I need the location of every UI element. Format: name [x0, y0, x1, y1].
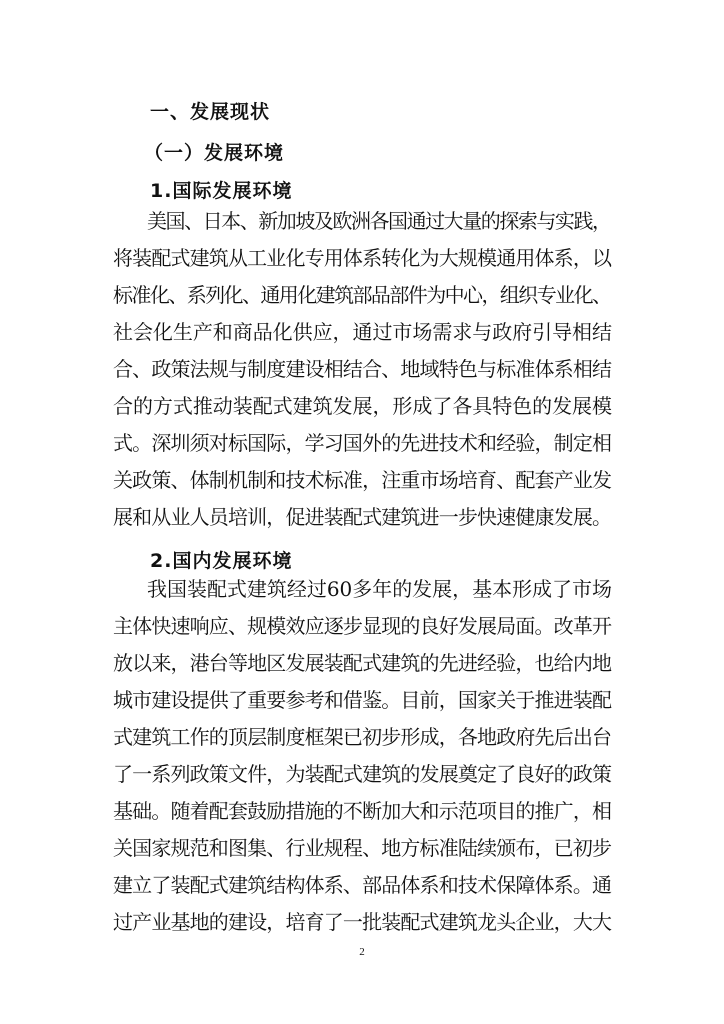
text-line	[0, 795, 724, 821]
text-line-content: 合、政策法规与制度建设相结合、地域特色与标准体系相结	[113, 357, 612, 381]
text-line	[0, 242, 724, 268]
text-line-content: 将装配式建筑从工业化专用体系转化为大规模通用体系，以	[113, 246, 612, 270]
text-line	[0, 316, 724, 342]
subsection-heading: （一）发展环境	[144, 142, 285, 164]
text-line-content: 合的方式推动装配式建筑发展，形成了各具特色的发展模	[113, 394, 612, 418]
text-line-content: 美国、日本、新加坡及欧洲各国通过大量的探索与实践，	[147, 209, 611, 233]
text-line	[0, 501, 724, 527]
text-line	[0, 573, 724, 599]
text-line-content: 城市建设提供了重要参考和借鉴。目前，国家关于推进装配	[113, 688, 612, 712]
text-line-content: 建立了装配式建筑结构体系、部品体系和技术保障体系。通	[113, 873, 612, 897]
text-line	[0, 279, 724, 305]
text-line-content: 式。深圳须对标国际，学习国外的先进技术和经验，制定相	[113, 431, 612, 455]
text-line	[0, 684, 724, 710]
text-line-content: 放以来，港台等地区发展装配式建筑的先进经验，也给内地	[113, 651, 612, 675]
text-line	[0, 647, 724, 673]
page-number: 2	[359, 946, 365, 958]
text-line-content: 社会化生产和商品化供应，通过市场需求与政府引导相结	[113, 320, 612, 344]
subsubsection-heading-domestic: 2.国内发展环境	[150, 550, 293, 572]
text-line	[0, 758, 724, 784]
text-line-content: 主体快速响应、规模效应逐步显现的良好发展局面。改革开	[113, 614, 612, 638]
text-line	[0, 906, 724, 932]
subsubsection-heading-international: 1.国际发展环境	[150, 180, 293, 202]
text-line	[0, 832, 724, 858]
text-line-content: 基础。随着配套鼓励措施的不断加大和示范项目的推广，相	[113, 799, 612, 823]
text-line	[0, 390, 724, 416]
text-line-content: 标准化、系列化、通用化建筑部品部件为中心，组织专业化、	[113, 283, 611, 307]
text-line	[0, 610, 724, 636]
text-line-content: 我国装配式建筑经过60多年的发展，基本形成了市场	[147, 577, 612, 601]
text-line-content: 关政策、体制机制和技术标准，注重市场培育、配套产业发	[113, 468, 612, 492]
text-line	[0, 721, 724, 747]
text-line-content: 关国家规范和图集、行业规程、地方标准陆续颁布，已初步	[113, 836, 612, 860]
text-line	[0, 353, 724, 379]
text-line	[0, 427, 724, 453]
text-line-content: 过产业基地的建设，培育了一批装配式建筑龙头企业，大大	[113, 910, 612, 934]
text-line	[0, 869, 724, 895]
text-line-content: 了一系列政策文件，为装配式建筑的发展奠定了良好的政策	[113, 762, 612, 786]
text-line	[0, 205, 724, 231]
section-heading: 一、发展现状	[150, 101, 271, 123]
text-line-content: 式建筑工作的顶层制度框架已初步形成，各地政府先后出台	[113, 725, 612, 749]
text-line-content: 展和从业人员培训，促进装配式建筑进一步快速健康发展。	[113, 505, 612, 529]
text-line	[0, 464, 724, 490]
